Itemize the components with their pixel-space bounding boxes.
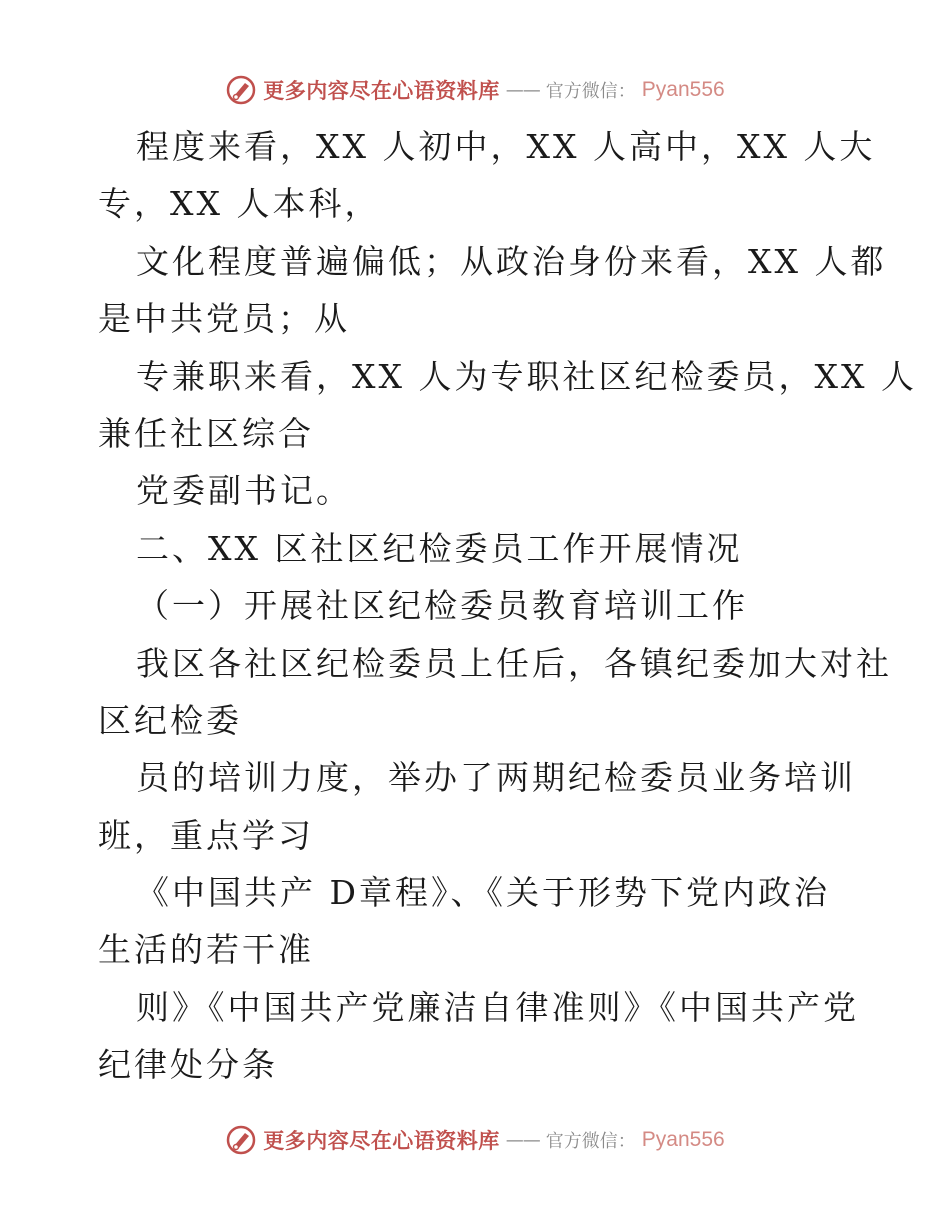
- brand-logo-icon: [225, 74, 257, 106]
- text-line: 区纪检委: [98, 700, 242, 740]
- text-line: 《中国共产 D章程》、《关于形势下党内政治: [136, 873, 830, 913]
- text-line: 程度来看，XX 人初中，XX 人高中，XX 人大: [136, 127, 876, 166]
- text-line: 文化程度普遍偏低；从政治身份来看，XX 人都: [136, 241, 887, 281]
- header-dash: ——: [505, 79, 540, 101]
- text-line: 我区各社区纪检委员上任后，各镇纪委加大对社: [136, 643, 892, 683]
- footer-brand-text: 更多内容尽在心语资料库: [263, 1129, 500, 1153]
- footer-wechat-label: 官方微信：: [545, 1131, 636, 1152]
- footer-watermark-banner: [0, 1120, 950, 1160]
- text-line: 班，重点学习: [98, 815, 314, 855]
- text-line: 党委副书记。: [136, 471, 352, 511]
- header-wechat-id: Pyan556: [641, 78, 725, 101]
- text-line: 纪律处分条: [98, 1045, 278, 1085]
- section-heading: 二、XX 区社区纪检委员工作开展情况: [136, 528, 743, 568]
- text-line: 是中共党员；从: [98, 299, 350, 339]
- header-wechat-label: 官方微信：: [545, 81, 636, 102]
- brand-logo-icon: [225, 1124, 257, 1156]
- document-body: [98, 118, 917, 1094]
- footer-dash: ——: [505, 1129, 540, 1151]
- text-line: 则》《中国共产党廉洁自律准则》《中国共产党: [136, 987, 859, 1027]
- text-line: 专兼职来看，XX 人为专职社区纪检委员，XX 人: [136, 356, 917, 396]
- text-line: 员的培训力度，举办了两期纪检委员业务培训: [136, 758, 856, 798]
- header-brand-text: 更多内容尽在心语资料库: [263, 79, 500, 103]
- text-line: 专，XX 人本科，: [98, 184, 381, 224]
- text-line: 生活的若干准: [98, 930, 314, 970]
- footer-wechat-id: Pyan556: [641, 1128, 725, 1151]
- text-line: 兼任社区综合: [98, 413, 314, 453]
- subsection-heading: （一）开展社区纪检委员教育培训工作: [136, 586, 748, 626]
- header-watermark-banner: [0, 70, 950, 110]
